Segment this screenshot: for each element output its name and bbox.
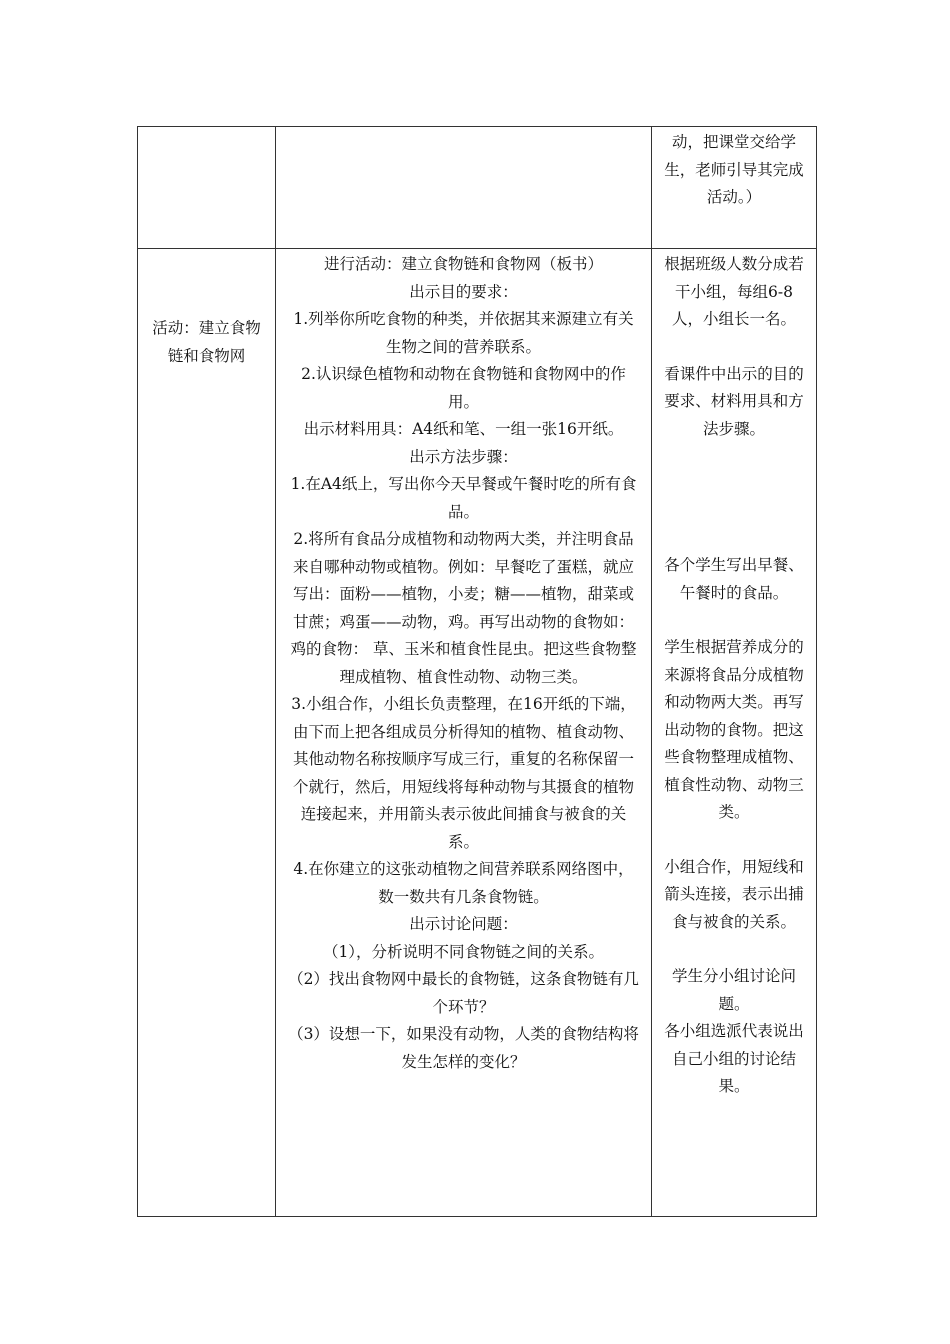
objectives-heading: 出示目的要求： — [409, 282, 518, 301]
discussion-question-2: （2）找出食物网中最长的食物链，这条食物链有几个环节？ — [288, 970, 639, 1016]
discussion-question-1: （1），分析说明不同食物链之间的关系。 — [322, 942, 605, 961]
student-activity-text: 根据班级人数分成若干小组，每组6-8人，小组长一名。 — [664, 255, 804, 328]
step-1: 1.在A4纸上，写出你今天早餐或午餐时吃的所有食品。 — [290, 475, 637, 521]
objective-2: 2.认识绿色植物和动物在食物链和食物网中的作用。 — [301, 365, 626, 411]
teacher-activity-cell — [276, 127, 652, 249]
table-row — [138, 249, 817, 1217]
lesson-plan-table — [137, 126, 817, 1217]
student-activity-cell — [652, 127, 817, 249]
objective-1: 1.列举你所吃食物的种类，并依据其来源建立有关生物之间的营养联系。 — [293, 310, 634, 356]
student-activity-text: 学生分小组讨论问题。 — [671, 967, 796, 1013]
student-activity-text: 学生根据营养成分的来源将食品分成植物和动物两大类。再写出动物的食物。把这些食物整理成植物、植食性动物、动物三类。 — [664, 638, 804, 821]
table-row — [138, 127, 817, 249]
student-activity-text: 看课件中出示的目的要求、材料用具和方法步骤。 — [664, 364, 804, 438]
student-activity-text: 各小组选派代表说出自己小组的讨论结果。 — [664, 1022, 804, 1095]
stage-cell — [138, 249, 276, 1217]
stage-cell — [138, 127, 276, 249]
discussion-question-3: （3）设想一下，如果没有动物，人类的食物结构将发生怎样的变化？ — [288, 1025, 639, 1071]
student-activity-text: 动，把课堂交给学生，老师引导其完成活动。） — [664, 133, 804, 206]
step-2: 2.将所有食品分成植物和动物两大类，并注明食品来自哪种动物或植物。例如：早餐吃了蛋糕，就应写出：面粉——植物，小麦；糖——植物，甜菜或甘蔗；鸡蛋——动物，鸡。再写出动物的食物如：鸡的食物： 草、玉米和植食性昆虫。把这些食物整理成植物、植食性动物、动物三类。 — [290, 530, 637, 686]
student-activity-text: 各个学生写出早餐、午餐时的食品。 — [664, 556, 804, 602]
teacher-activity-cell — [276, 249, 652, 1217]
discussion-heading: 出示讨论问题： — [409, 915, 518, 933]
activity-heading: 进行活动：建立食物链和食物网（板书） — [323, 255, 603, 273]
materials-text: 出示材料用具：A4纸和笔、一组一张16开纸。 — [303, 420, 624, 438]
student-activity-text: 小组合作，用短线和箭头连接，表示出捕食与被食的关系。 — [664, 857, 804, 931]
student-activity-cell — [652, 249, 817, 1217]
step-3: 3.小组合作，小组长负责整理，在16开纸的下端，由下而上把各组成员分析得知的植物、植食动物、其他动物名称按顺序写成三行，重复的名称保留一个就行，然后，用短线将每种动物与其摄食的植物连接起来，并用箭头表示彼此间捕食与被食的关系。 — [291, 695, 636, 851]
stage-title: 活动：建立食物链和食物网 — [152, 319, 261, 365]
steps-heading: 出示方法步骤： — [409, 447, 518, 466]
step-4: 4.在你建立的这张动植物之间营养联系网络图中，数一数共有几条食物链。 — [293, 860, 634, 906]
